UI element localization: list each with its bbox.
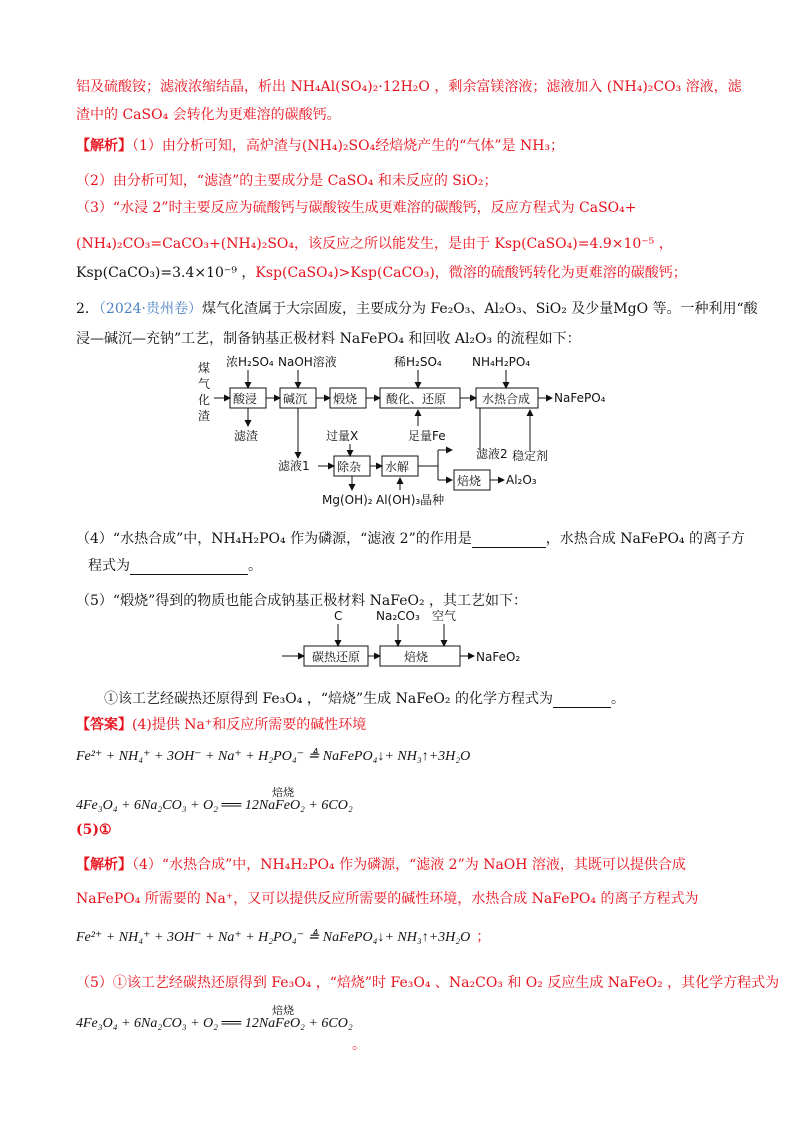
punct: 。: [352, 1037, 366, 1053]
reagent-label: NaOH溶液: [278, 355, 337, 369]
reagent-label: 过量X: [326, 429, 359, 443]
feed-label-char: 渣: [198, 409, 211, 423]
reagent-label: NH₄H₂PO₄: [472, 355, 531, 369]
question-text: 。: [248, 558, 262, 574]
answer-4: (4)提供 Na⁺和反应所需要的碱性环境: [132, 717, 367, 733]
text-line: 渣中的 CaSO₄ 会转化为更难溶的碳酸钙。: [76, 107, 341, 123]
equation-condition: 焙烧: [272, 787, 294, 799]
question-5-sub1: [104, 688, 625, 708]
analysis-line: （1）由分析可知，高炉渣与(NH₄)₂SO₄经焙烧产生的“气体”是 NH₃；: [132, 138, 565, 154]
analysis2-equation-roast: [76, 1005, 353, 1032]
reagent-label: 足量Fe: [408, 429, 446, 443]
analysis-line: （3）“水浸 2”时主要反应为硫酸钙与碳酸铵生成更难溶的碳酸钙，反应方程式为 CaSO₄+: [76, 200, 637, 216]
analysis-tag: 【解析】: [76, 138, 132, 154]
question-text: 。: [610, 691, 625, 707]
box-label: 焙烧: [457, 474, 482, 488]
question-text: 煤气化渣属于大宗固废，主要成分为 Fe₂O₃、Al₂O₃、SiO₂ 及少量MgO 等。一种利用“酸: [202, 301, 758, 317]
box-label: 煅烧: [333, 392, 358, 406]
box-label: 碳热还原: [312, 650, 361, 664]
question-4-line1: [76, 528, 745, 548]
filtrate1-label: 滤液1: [278, 459, 310, 473]
feed-label-char: 煤: [198, 361, 211, 375]
analysis2-line2: NaFePO₄ 所需要的 Na⁺，又可以提供反应所需要的碱性环境，水热合成 NaFePO₄ 的离子方程式为: [76, 891, 699, 907]
reagent-label: Na₂CO₃: [376, 609, 420, 623]
box-label: 酸浸: [233, 392, 258, 406]
analysis2-equation-ionic: [76, 926, 490, 946]
precipitate-label: Mg(OH)₂: [322, 493, 373, 507]
box-label: 水解: [385, 460, 410, 474]
product-label: Al₂O₃: [506, 473, 537, 487]
analysis-line: （2）由分析可知，“滤渣”的主要成分是 CaSO₄ 和未反应的 SiO₂；: [76, 173, 498, 189]
equation-roast: [76, 787, 353, 814]
box-label: 除杂: [337, 460, 362, 474]
reagent-label: C: [334, 609, 343, 623]
question-5-line1: （5）“煅烧”得到的物质也能合成钠基正极材料 NaFeO₂ ，其工艺如下：: [76, 593, 528, 609]
text-line: 铝及硫酸铵；滤液浓缩结晶，析出 NH₄Al(SO₄)₂·12H₂O ，剩余富镁溶液；滤液加入 (NH₄)₂CO₃ 溶液，滤: [76, 79, 742, 95]
box-label: 水热合成: [482, 392, 531, 406]
blank-answer: [130, 560, 248, 575]
question-text: （4）“水热合成”中，NH₄H₂PO₄ 作为磷源，“滤液 2”的作用是: [76, 531, 472, 547]
equation-text: Fe²⁺ + NH₄⁺ + 3OH⁻ + Na⁺ + H₂PO₄⁻ ≜ NaFePO₄↓+ NH₃↑+3H₂O: [76, 930, 471, 945]
seed-label: Al(OH)₃晶种: [376, 493, 445, 507]
reagent-label: 稀H₂SO₄: [394, 355, 442, 369]
blank-answer: [553, 693, 611, 708]
question-text: ①该工艺经碳热还原得到 Fe₃O₄ ，“焙烧”生成 NaFeO₂ 的化学方程式为: [104, 691, 553, 707]
question-4-line2: [88, 555, 262, 575]
answer-tag: 【答案】: [76, 717, 132, 733]
equation-ionic: Fe²⁺ + NH₄⁺ + 3OH⁻ + Na⁺ + H₂PO₄⁻ ≜ NaFePO₄↓+ NH₃↑+3H₂O: [76, 749, 471, 764]
feed-label-char: 化: [198, 393, 211, 407]
stabilizer-label: 稳定剂: [512, 449, 549, 463]
equation-condition: 焙烧: [272, 1005, 294, 1017]
answer-5: (5)①: [76, 822, 112, 838]
analysis-tag: 【解析】: [76, 857, 132, 873]
analysis2-line1: [76, 854, 686, 874]
product-label: NaFeO₂: [476, 650, 521, 664]
analysis2-line3: （5）①该工艺经碳热还原得到 Fe₃O₄ ，“焙烧”时 Fe₃O₄ 、Na₂CO₃ 和 O₂ 反应生成 NaFeO₂ ，其化学方程式为: [76, 975, 780, 991]
question-2-line1: [76, 298, 758, 318]
residue-label: 滤渣: [234, 429, 259, 443]
analysis-text: （4）“水热合成”中，NH₄H₂PO₄ 作为磷源，“滤液 2”为 NaOH 溶液，其既可以提供合成: [132, 857, 686, 873]
analysis-line-5: [76, 262, 687, 282]
reagent-label: 空气: [432, 609, 457, 623]
product-label: NaFePO₄: [554, 391, 606, 405]
blank-answer: [472, 533, 546, 548]
punct: ；: [476, 930, 491, 945]
box-label: 焙烧: [404, 650, 429, 664]
process-flowchart: [190, 354, 630, 514]
question-2-line2: 浸—碱沉—充钠”工艺，制备钠基正极材料 NaFePO₄ 和回收 Al₂O₃ 的流程如下：: [76, 331, 581, 347]
feed-label-char: 气: [198, 377, 211, 391]
question-text: ，水热合成 NaFePO₄ 的离子方: [545, 531, 745, 547]
question-source: （2024·贵州卷）: [98, 301, 203, 317]
equation-text: 4Fe₃O₄ + 6Na₂CO₃ + O₂ ══ 12NaFeO₂ + 6CO₂: [76, 1016, 353, 1031]
ksp-caco3: Ksp(CaCO₃)=3.4×10⁻⁹ ，: [76, 265, 256, 281]
analysis-line: (NH₄)₂CO₃=CaCO₃+(NH₄)₂SO₄，该反应之所以能发生，是由于 Ksp(CaSO₄)=4.9×10⁻⁵ ，: [76, 236, 673, 252]
box-label: 酸化、还原: [386, 392, 447, 406]
process-flowchart-2: [276, 606, 536, 670]
question-text: 程式为: [88, 558, 130, 574]
analysis-block: [76, 135, 564, 155]
question-number: 2．: [76, 301, 99, 317]
box-label: 碱沉: [283, 392, 308, 406]
equation-text: 4Fe₃O₄ + 6Na₂CO₃ + O₂ ══ 12NaFeO₂ + 6CO₂: [76, 798, 353, 813]
answer-block: [76, 714, 366, 734]
filtrate2-label: 滤液2: [476, 447, 508, 461]
reagent-label: 浓H₂SO₄: [226, 355, 274, 369]
ksp-compare: Ksp(CaSO₄)>Ksp(CaCO₃)，微溶的硫酸钙转化为更难溶的碳酸钙；: [255, 265, 687, 281]
